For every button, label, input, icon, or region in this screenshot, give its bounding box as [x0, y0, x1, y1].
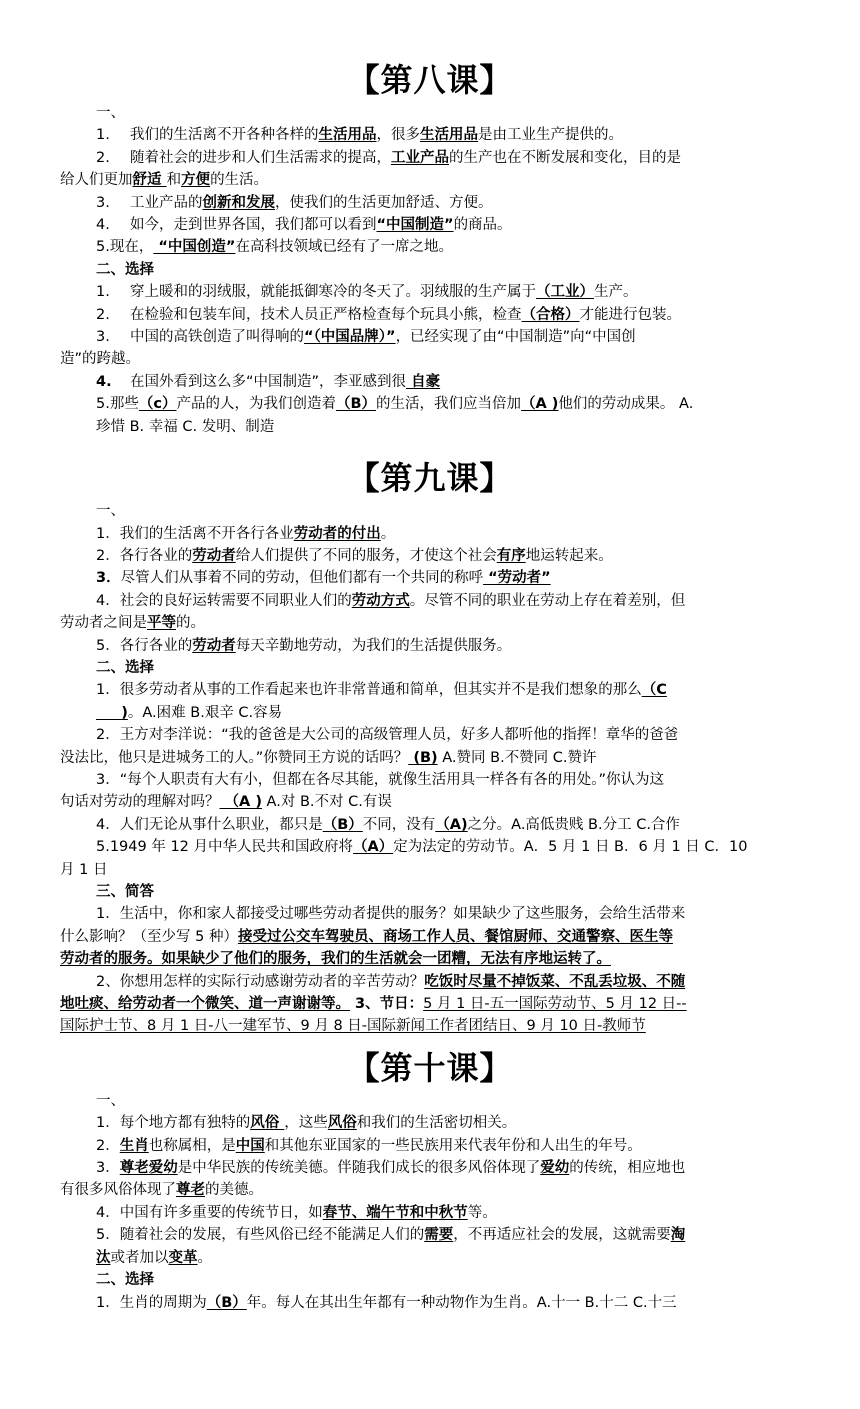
- lesson8-c5-cont: 珍惜 B. 幸福 C. 发明、制造: [96, 418, 275, 435]
- lesson8-q2-cont: 给人们更加舒适 和方便的生活。: [60, 172, 269, 189]
- lesson10-c1: 1．生肖的周期为（B）年。每人在其出生年都有一种动物作为生肖。A.十一 B.十二 C.十三: [96, 1294, 677, 1311]
- lesson9-c3: 3．“每个人职责有大有小，但都在各尽其能，就像生活用具一样各有各的用处。”你认为这: [96, 771, 665, 788]
- lesson9-q1: 1．我们的生活离不开各行各业劳动者的付出。: [96, 525, 396, 542]
- lesson8-c3: 3. 中国的高铁创造了叫得响的“（中国品牌）”，已经实现了由“中国制造”向“中国创: [96, 329, 636, 346]
- lesson8-c4: 4. 在国外看到这么多“中国制造”，李亚感到很 自豪: [96, 373, 441, 390]
- lesson9-s2-cont2: 国际护士节、8 月 1 日-八一建军节、9 月 8 日-国际新闻工作者团结日、9 月 10 日-教师节: [60, 1018, 646, 1035]
- lesson8-q4: 4. 如今，走到世界各国，我们都可以看到“中国制造”的商品。: [96, 217, 512, 234]
- lesson9-section3-heading: 三、简答: [96, 884, 154, 900]
- lesson9-c5: 5.1949 年 12 月中华人民共和国政府将（A）定为法定的劳动节。A．5 月 1 日 B．6 月 1 日 C．10: [96, 839, 748, 856]
- lesson9-c1-cont: )。A.困难 B.艰辛 C.容易: [96, 704, 283, 721]
- lesson8-title: 【第八课】: [347, 61, 513, 99]
- lesson9-q2: 2．各行各业的劳动者给人们提供了不同的服务，才使这个社会有序地运转起来。: [96, 547, 613, 564]
- lesson8-section1-heading: 一、: [96, 105, 125, 121]
- lesson10-title: 【第十课】: [347, 1048, 513, 1087]
- lesson8-c1: 1. 穿上暖和的羽绒服，就能抵御寒冷的冬天了。羽绒服的生产属于（工业）生产。: [96, 284, 638, 301]
- lesson9-c3-cont: 句话对劳动的理解对吗？ （A ) A.对 B.不对 C.有误: [60, 794, 392, 811]
- lesson8-q5: 5.现在， “中国创造”在高科技领域已经有了一席之地。: [96, 239, 453, 256]
- lesson8-c2: 2. 在检验和包装车间，技术人员正严格检查每个玩具小熊，检查（合格）才能进行包装。: [96, 306, 681, 323]
- lesson10-q4: 4．中国有许多重要的传统节日，如春节、端午节和中秋节等。: [96, 1204, 497, 1221]
- lesson10-q5-cont: 汰或者加以变革。: [96, 1249, 212, 1266]
- lesson9-c2: 2．王方对李洋说：“我的爸爸是大公司的高级管理人员，好多人都听他的指挥！章华的爸爸: [96, 727, 679, 744]
- lesson9-c5-cont: 月 1 日: [60, 861, 108, 878]
- lesson9-s2: 2、你想用怎样的实际行动感谢劳动者的辛苦劳动？吃饭时尽量不掉饭菜、不乱丢垃圾、不随: [96, 973, 686, 990]
- lesson8-c3-cont: 造”的跨越。: [60, 351, 141, 368]
- lesson9-title: 【第九课】: [347, 459, 513, 498]
- lesson9-s1-cont2: 劳动者的服务。如果缺少了他们的服务，我们的生活就会一团糟，无法有序地运转了。: [60, 951, 611, 968]
- lesson9-s1-cont: 什么影响？（至少写 5 种）接受过公交车驾驶员、商场工作人员、餐馆厨师、交通警察、医生等: [60, 928, 673, 945]
- lesson9-c2-cont: 没法比，他只是进城务工的人。”你赞同王方说的话吗？ (B) A.赞同 B.不赞同 C.赞许: [60, 749, 597, 766]
- lesson10-q3-cont: 有很多风俗体现了尊老的美德。: [60, 1182, 263, 1199]
- lesson9-section2-heading: 二、选择: [96, 659, 154, 676]
- lesson9-q4: 4．社会的良好运转需要不同职业人们的劳动方式。尽管不同的职业在劳动上存在着差别，但: [96, 592, 686, 609]
- lesson8-c5: 5.那些（c）产品的人，为我们创造着（B）的生活，我们应当倍加（A )他们的劳动成果。 A.: [96, 396, 694, 413]
- lesson8-q2: 2. 随着社会的进步和人们生活需求的提高，工业产品的生产也在不断发展和变化，目的是: [96, 149, 681, 166]
- lesson10-q5: 5．随着社会的发展，有些风俗已经不能满足人们的需要，不再适应社会的发展，这就需要淘: [96, 1227, 686, 1244]
- lesson9-s2-cont: 地吐痰、给劳动者一个微笑、道一声谢谢等。 3、节日：5 月 1 日-五一国际劳动节、5 月 12 日--: [60, 996, 687, 1013]
- lesson9-q3: 3．尽管人们从事着不同的劳动，但他们都有一个共同的称呼 “劳动者”: [96, 570, 551, 587]
- lesson10-q3: 3．尊老爱幼是中华民族的传统美德。伴随我们成长的很多风俗体现了爱幼的传统，相应地也: [96, 1160, 686, 1177]
- lesson9-c1: 1．很多劳动者从事的工作看起来也许非常普通和简单，但其实并不是我们想象的那么（C: [96, 682, 667, 699]
- lesson9-c4: 4．人们无论从事什么职业，都只是（B）不同，没有（A)之分。A.高低贵贱 B.分工 C.合作: [96, 816, 680, 833]
- lesson8-q1: 1. 我们的生活离不开各种各样的生活用品，很多生活用品是由工业生产提供的。: [96, 127, 623, 144]
- lesson8-section2-heading: 二、选择: [96, 261, 154, 278]
- lesson10-section2-heading: 二、选择: [96, 1272, 154, 1289]
- lesson9-section1-heading: 一、: [96, 503, 125, 520]
- lesson10-q1: 1．每个地方都有独特的风俗 ，这些风俗和我们的生活密切相关。: [96, 1115, 517, 1132]
- lesson10-q2: 2．生肖也称属相，是中国和其他东亚国家的一些民族用来代表年份和人出生的年号。: [96, 1137, 642, 1154]
- lesson10-section1-heading: 一、: [96, 1092, 125, 1109]
- lesson9-s1: 1．生活中，你和家人都接受过哪些劳动者提供的服务？如果缺少了这些服务，会给生活带来: [96, 906, 686, 923]
- lesson8-q3: 3. 工业产品的创新和发展，使我们的生活更加舒适、方便。: [96, 194, 493, 211]
- lesson9-q5: 5．各行各业的劳动者每天辛勤地劳动，为我们的生活提供服务。: [96, 637, 512, 654]
- lesson9-q4-cont: 劳动者之间是平等的。: [60, 615, 205, 632]
